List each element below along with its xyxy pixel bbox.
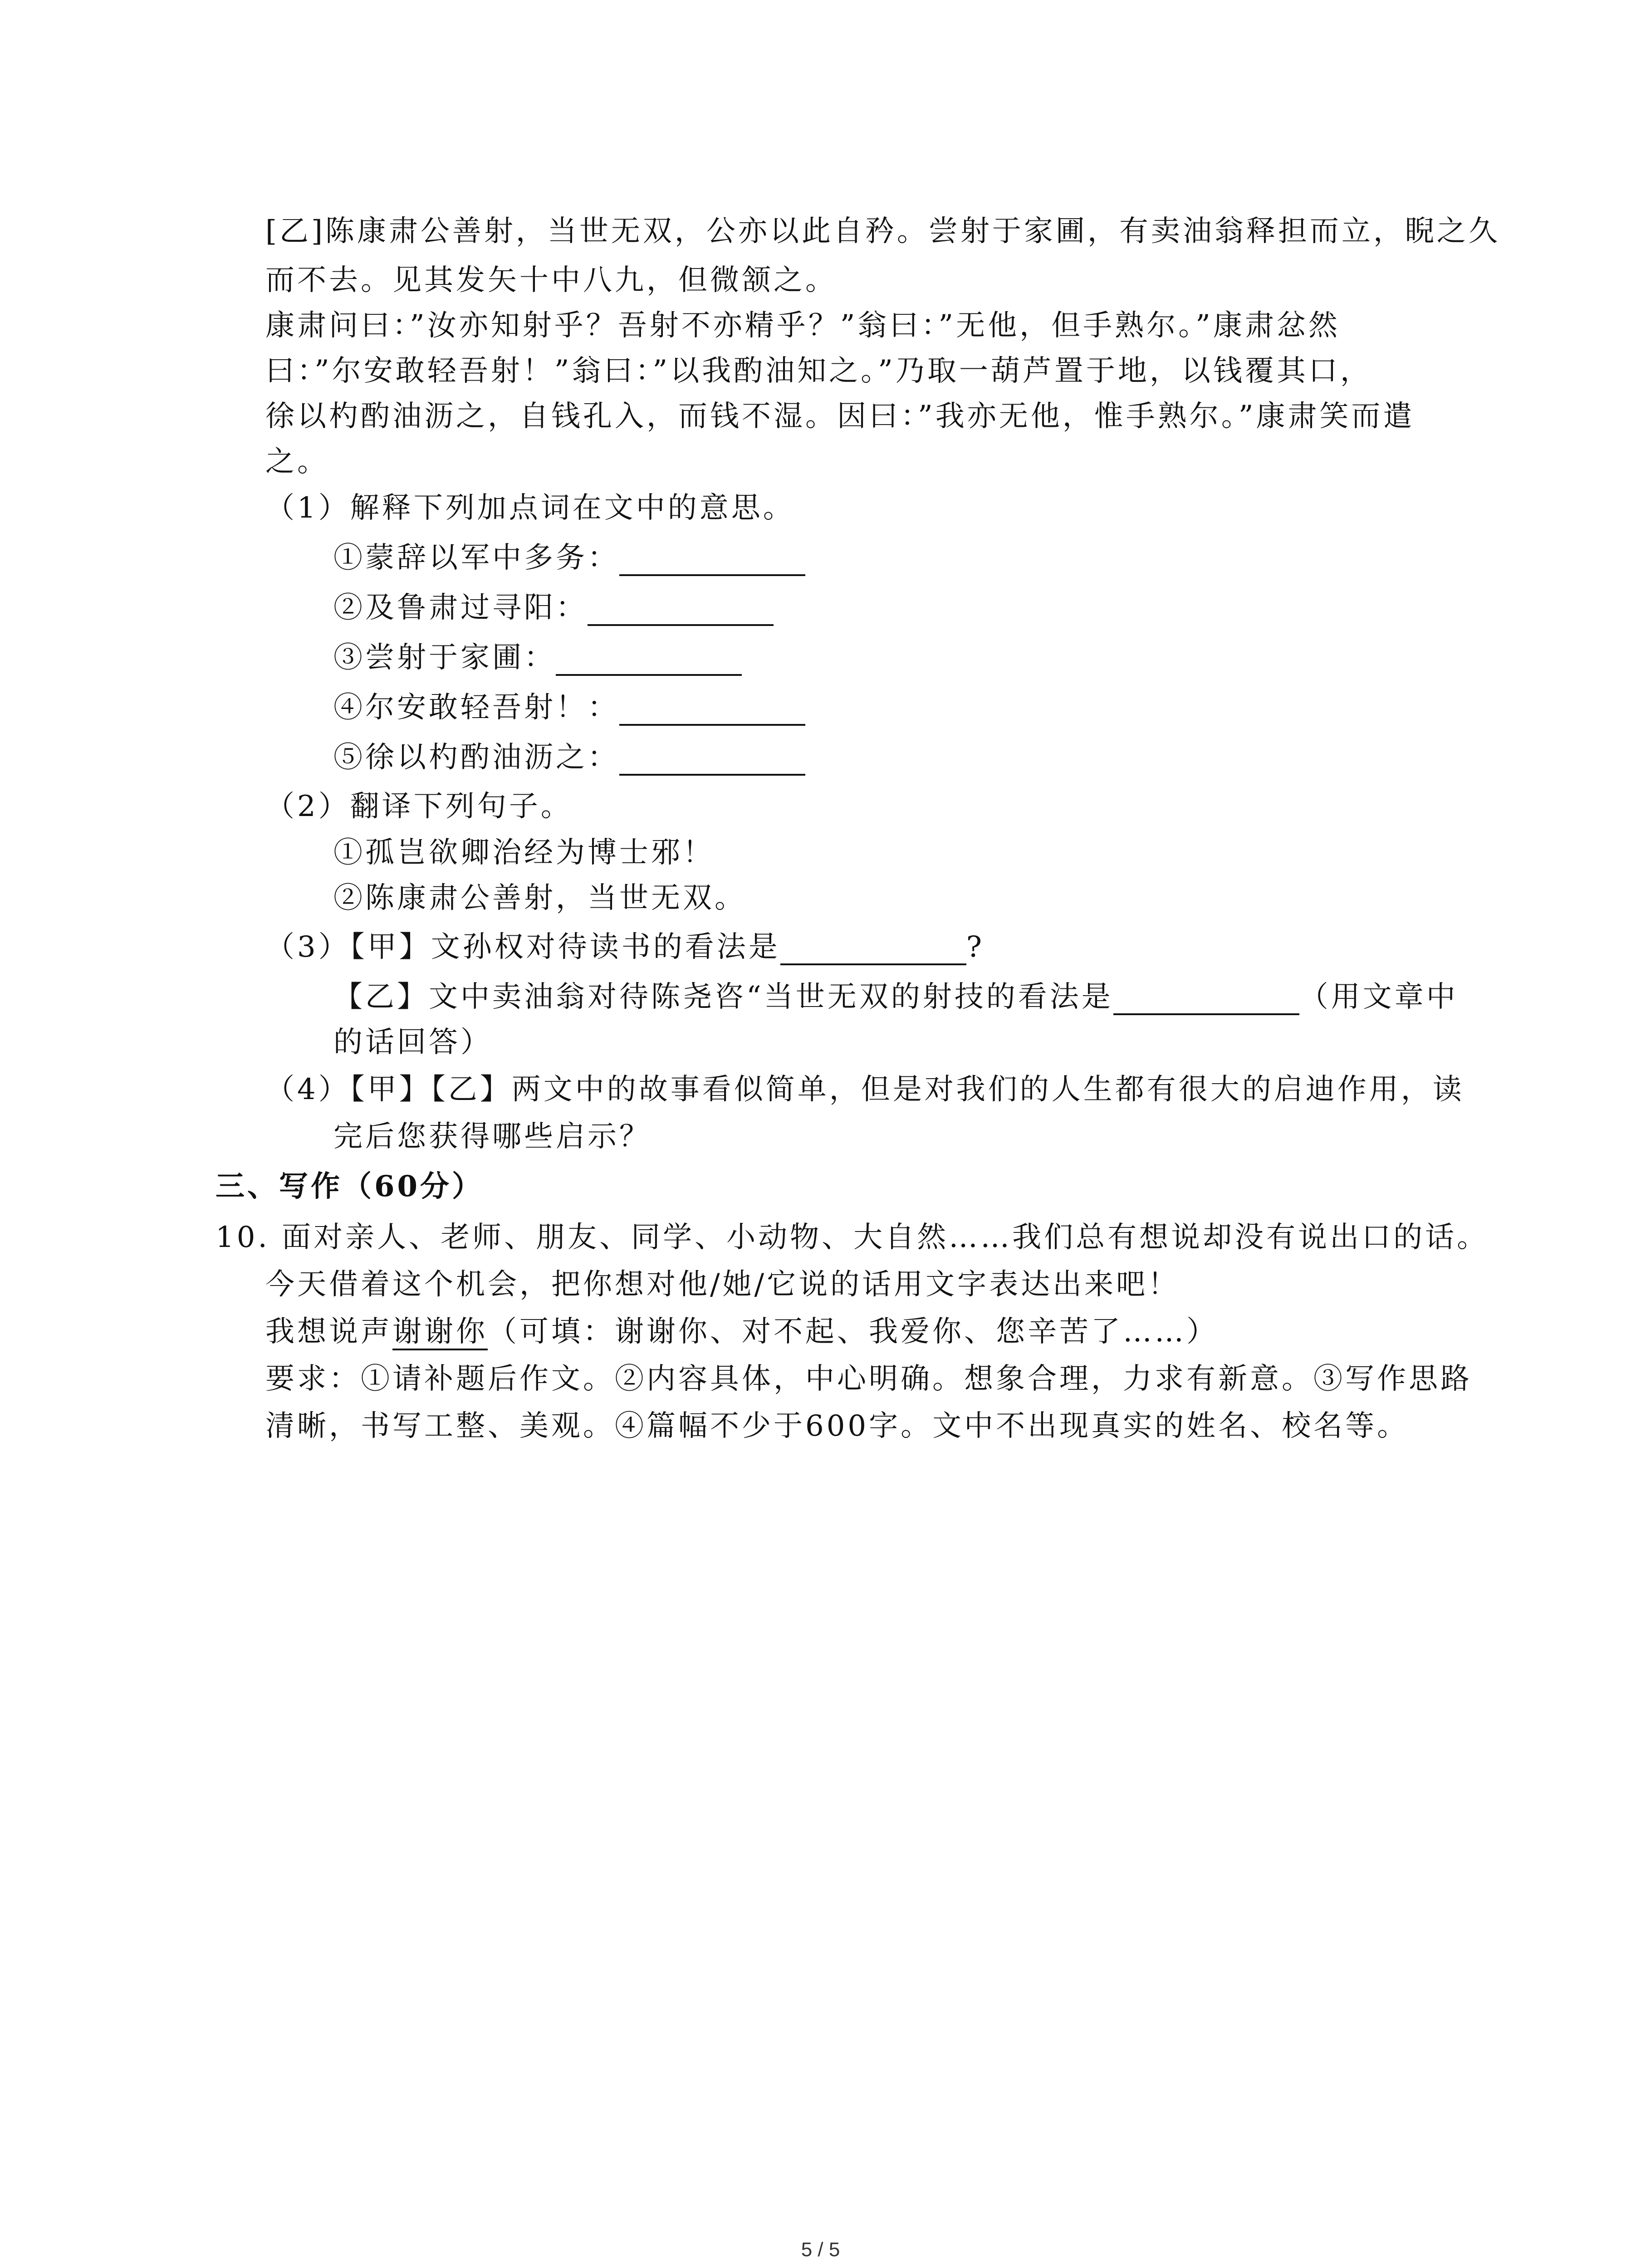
q10-title-fill: 谢谢你 bbox=[392, 1315, 488, 1350]
q2-item-1: ①孤岂欲卿治经为博士邪！ bbox=[333, 836, 715, 870]
q10-line-3-prefix: 我想说声 bbox=[265, 1315, 392, 1349]
answer-blank-4[interactable] bbox=[619, 694, 805, 726]
q10-line-3 bbox=[265, 1314, 1218, 1350]
q3-line-1 bbox=[265, 929, 985, 965]
passage-yi-line-2: 而不去。见其发矢十中八九，但微颔之。 bbox=[265, 264, 837, 297]
q1-item-3 bbox=[333, 640, 742, 676]
q4-line-1-text: 【甲】【乙】两文中的故事看似简单，但是对我们的人生都有很大的启迪作用，读 bbox=[350, 1073, 1465, 1106]
section-3-heading: 三、写作（60分） bbox=[216, 1169, 484, 1203]
passage-yi-line-1: [乙]陈康肃公善射，当世无双，公亦以此自矜。尝射于家圃，有卖油翁释担而立，睨之久 bbox=[265, 215, 1500, 248]
q1-stem: （1）解释下列加点词在文中的意思。 bbox=[265, 491, 795, 525]
q3-part1-suffix: ? bbox=[966, 930, 985, 964]
q10-line-5: 清晰，书写工整、美观。④篇幅不少于600字。文中不出现真实的姓名、校名等。 bbox=[265, 1409, 1409, 1443]
answer-blank-q3-1[interactable] bbox=[780, 934, 966, 965]
q4-line-2: 完后您获得哪些启示？ bbox=[333, 1120, 651, 1154]
passage-yi-line-6: 之。 bbox=[265, 445, 329, 479]
q1-item-1-text: ①蒙辞以军中多务： bbox=[333, 541, 619, 575]
q1-item-2 bbox=[333, 590, 774, 626]
answer-blank-3[interactable] bbox=[556, 644, 742, 676]
answer-blank-1[interactable] bbox=[619, 544, 805, 576]
q10-line-1: 10. 面对亲人、老师、朋友、同学、小动物、大自然……我们总有想说却没有说出口的话。 bbox=[216, 1221, 1489, 1254]
q1-item-5-text: ⑤徐以杓酌油沥之： bbox=[333, 741, 619, 774]
answer-blank-q3-2[interactable] bbox=[1113, 983, 1299, 1015]
q1-item-1 bbox=[333, 540, 805, 576]
q1-item-3-text: ③尝射于家圃： bbox=[333, 641, 556, 675]
answer-blank-2[interactable] bbox=[588, 594, 774, 626]
q4-label: （4） bbox=[265, 1073, 350, 1106]
q2-item-2: ②陈康肃公善射，当世无双。 bbox=[333, 881, 746, 915]
q1-item-4 bbox=[333, 689, 805, 726]
q1-item-4-text: ④尔安敢轻吾射！： bbox=[333, 691, 619, 724]
passage-yi-line-5: 徐以杓酌油沥之，自钱孔入，而钱不湿。因曰：”我亦无他，惟手熟尔。”康肃笑而遣 bbox=[265, 400, 1415, 433]
q1-item-5 bbox=[333, 739, 805, 776]
q10-line-3-suffix: （可填：谢谢你、对不起、我爱你、您辛苦了……） bbox=[488, 1315, 1218, 1349]
answer-blank-5[interactable] bbox=[619, 744, 805, 776]
q3-line-2 bbox=[333, 979, 1458, 1015]
q3-part1-text: 【甲】文孙权对待读书的看法是 bbox=[350, 930, 780, 964]
q4-line-1 bbox=[265, 1071, 1465, 1108]
q1-item-2-text: ②及鲁肃过寻阳： bbox=[333, 591, 588, 625]
q2-stem: （2）翻译下列句子。 bbox=[265, 790, 573, 823]
passage-yi-line-4: 曰：”尔安敢轻吾射！”翁曰：”以我酌油知之。”乃取一葫芦置于地，以钱覆其口， bbox=[265, 354, 1372, 388]
q3-part2-text: 【乙】文中卖油翁对待陈尧咨“当世无双的射技的看法是 bbox=[333, 980, 1113, 1014]
page-number: 5 / 5 bbox=[801, 2239, 840, 2261]
q3-line-3: 的话回答） bbox=[333, 1026, 492, 1059]
q3-part2-suffix: （用文章中 bbox=[1299, 980, 1458, 1014]
q10-line-2: 今天借着这个机会，把你想对他/她/它说的话用文字表达出来吧！ bbox=[265, 1268, 1180, 1301]
q10-line-4: 要求：①请补题后作文。②内容具体，中心明确。想象合理，力求有新意。③写作思路 bbox=[265, 1362, 1472, 1396]
q3-label: （3） bbox=[265, 930, 350, 964]
passage-yi-line-3: 康肃问曰：”汝亦知射乎？吾射不亦精乎？”翁曰：”无他，但手熟尔。”康肃忿然 bbox=[265, 309, 1340, 342]
